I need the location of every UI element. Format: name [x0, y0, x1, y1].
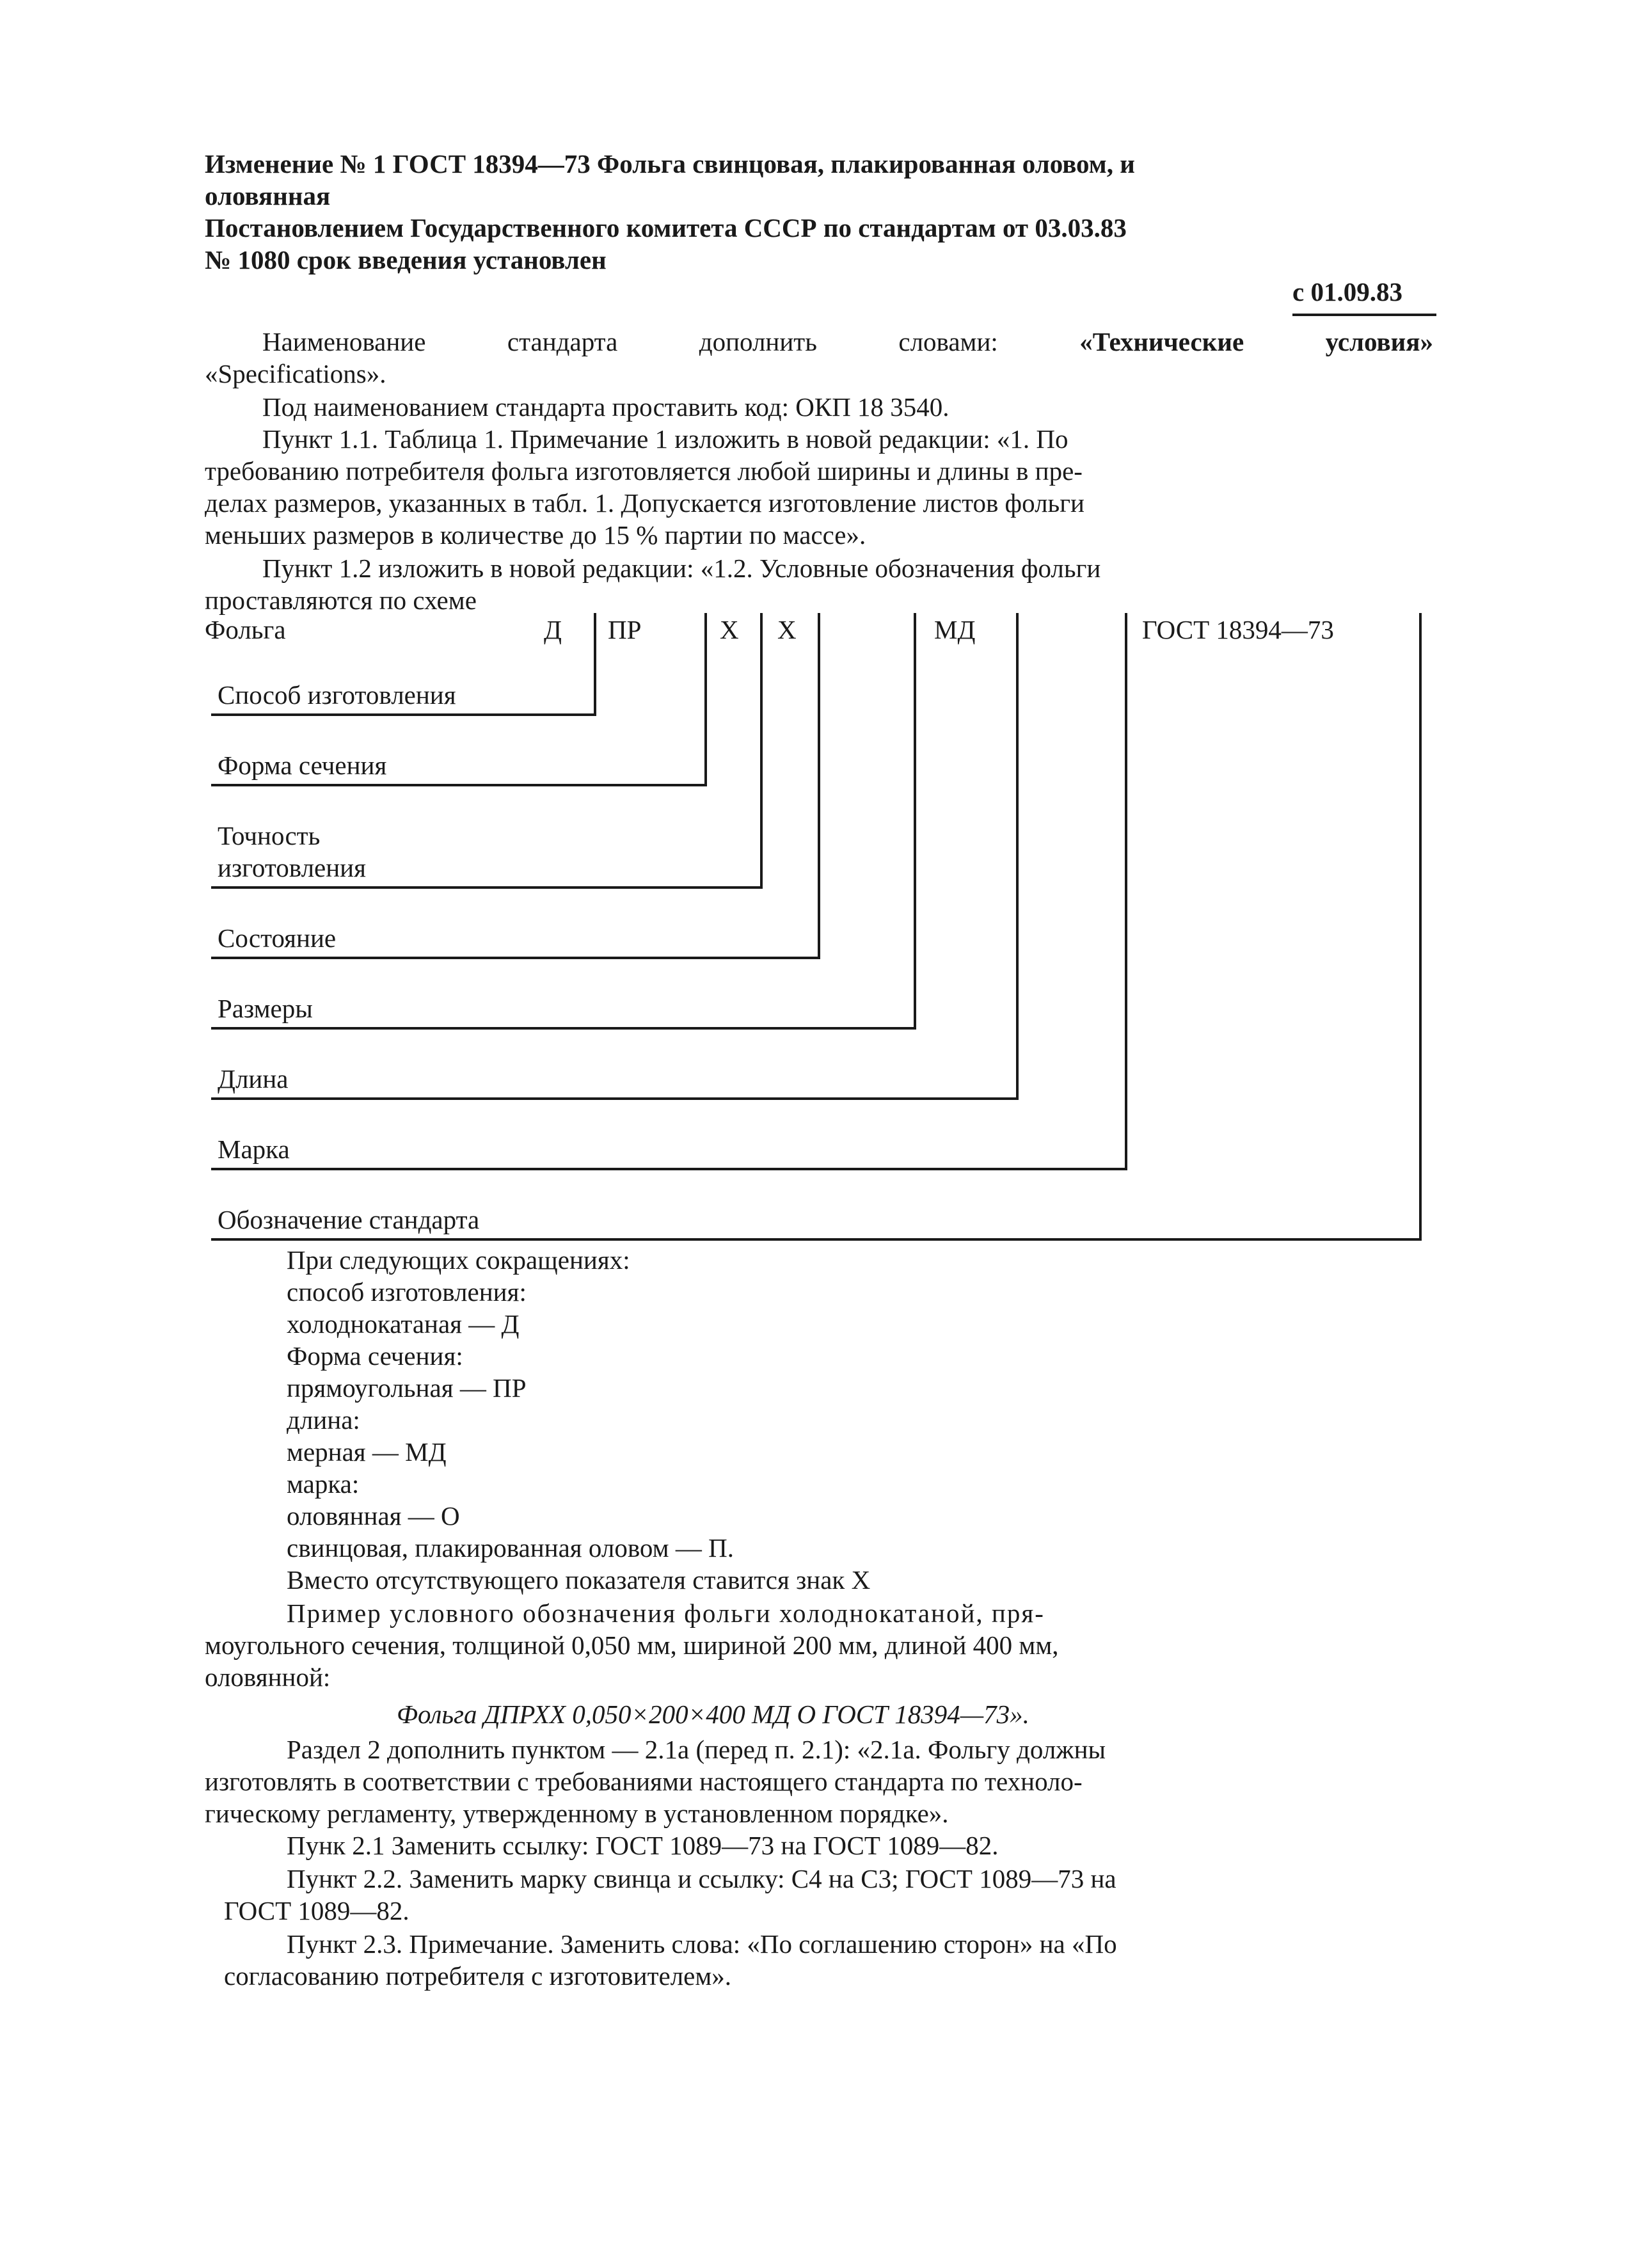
leader-accuracy — [211, 886, 763, 889]
clause-2-1: Пунк 2.1 Заменить ссылку: ГОСТ 1089—73 на ГОСТ 1089—82. — [287, 1831, 999, 1860]
paragraph-1-line-2: «Specifications». — [205, 359, 386, 388]
label-method: Способ изготовления — [218, 680, 456, 710]
paragraph-4-line-1: Пункт 1.2 изложить в новой редакции: «1.2. Условные обозначения фольги — [262, 553, 1101, 583]
abbrev-line: оловянная — О — [287, 1501, 460, 1531]
code-d: Д — [544, 615, 562, 644]
date-underline — [1292, 314, 1436, 316]
section2-line-1: Раздел 2 дополнить пунктом — 2.1а (перед п. 2.1): «2.1а. Фольгу должны — [287, 1735, 1106, 1764]
leader-section — [211, 784, 707, 786]
p1-word: дополнить — [699, 327, 817, 356]
paragraph-3-line-3: делах размеров, указанных в табл. 1. Допускается изготовление листов фольги — [205, 488, 1085, 518]
code-pr: ПР — [608, 615, 642, 644]
example-line-1: Пример условного обозначения фольги холоднокатаной, пря- — [287, 1598, 1045, 1628]
code-md: МД — [934, 615, 976, 644]
leader-sizes — [211, 1027, 916, 1030]
p1-word: словами: — [898, 327, 998, 356]
leader-standard — [211, 1238, 1422, 1241]
abbrev-line: Вместо отсутствующего показателя ставится знак Х — [287, 1565, 871, 1595]
example-line-2: моугольного сечения, толщиной 0,050 мм, шириной 200 мм, длиной 400 мм, — [205, 1630, 1059, 1660]
label-sizes: Размеры — [218, 994, 313, 1023]
connector-method — [594, 613, 596, 716]
scheme-foil-word: Фольга — [205, 615, 286, 644]
connector-section — [704, 613, 707, 786]
connector-standard — [1419, 613, 1422, 1241]
connector-accuracy — [760, 613, 763, 889]
clause-2-3-line-1: Пункт 2.3. Примечание. Заменить слова: «По соглашению сторон» на «По — [287, 1929, 1117, 1959]
label-accuracy-1: Точность — [218, 821, 321, 850]
code-x2: Х — [777, 615, 797, 644]
label-state: Состояние — [218, 923, 337, 953]
p1-word: «Технические — [1079, 327, 1244, 356]
leader-grade — [211, 1168, 1127, 1170]
section2-line-3: гическому регламенту, утвержденному в установленном порядке». — [205, 1799, 949, 1828]
leader-length — [211, 1097, 1019, 1100]
clause-2-3-line-2: согласованию потребителя с изготовителем». — [224, 1961, 732, 1991]
abbrev-line: мерная — МД — [287, 1437, 447, 1467]
header-line-1: Изменение № 1 ГОСТ 18394—73 Фольга свинцовая, плакированная оловом, и — [205, 149, 1135, 179]
section2-line-2: изготовлять в соответствии с требованиями настоящего стандарта по техноло- — [205, 1767, 1083, 1796]
header-line-3: Постановлением Государственного комитета СССР по стандартам от 03.03.83 — [205, 213, 1127, 243]
example-line-3: оловянной: — [205, 1662, 331, 1692]
p1-word: стандарта — [507, 327, 618, 356]
connector-grade — [1125, 613, 1127, 1170]
abbrev-line: свинцовая, плакированная оловом — П. — [287, 1533, 734, 1563]
abbrev-line: марка: — [287, 1469, 360, 1499]
example-formula: Фольга ДПРХХ 0,050×200×400 МД О ГОСТ 18394—73». — [397, 1700, 1029, 1729]
paragraph-3-line-1: Пункт 1.1. Таблица 1. Примечание 1 изложить в новой редакции: «1. По — [262, 424, 1068, 454]
p1-word: Наименование — [262, 327, 426, 356]
connector-state — [818, 613, 820, 959]
code-x1: Х — [720, 615, 739, 644]
paragraph-2: Под наименованием стандарта проставить код: ОКП 18 3540. — [262, 392, 949, 422]
abbrev-line: При следующих сокращениях: — [287, 1245, 630, 1275]
header-line-4: № 1080 срок введения установлен — [205, 245, 607, 275]
header-line-2: оловянная — [205, 181, 331, 211]
abbrev-line: прямоугольная — ПР — [287, 1373, 527, 1403]
label-grade: Марка — [218, 1134, 290, 1164]
abbrev-line: способ изготовления: — [287, 1277, 527, 1307]
paragraph-3-line-4: меньших размеров в количестве до 15 % партии по массе». — [205, 520, 866, 550]
p1-word: условия» — [1325, 327, 1433, 356]
abbrev-line: длина: — [287, 1405, 360, 1435]
abbrev-line: Форма сечения: — [287, 1341, 463, 1371]
paragraph-4-line-2: проставляются по схеме — [205, 585, 477, 615]
leader-state — [211, 957, 820, 959]
code-gost: ГОСТ 18394—73 — [1142, 615, 1334, 644]
clause-2-2-line-1: Пункт 2.2. Заменить марку свинца и ссылку: С4 на С3; ГОСТ 1089—73 на — [287, 1864, 1116, 1893]
clause-2-2-line-2: ГОСТ 1089—82. — [224, 1896, 409, 1925]
connector-sizes — [914, 613, 916, 1030]
label-accuracy-2: изготовления — [218, 853, 366, 882]
label-standard: Обозначение стандарта — [218, 1205, 480, 1234]
label-section: Форма сечения — [218, 751, 387, 780]
connector-length — [1016, 613, 1019, 1100]
abbrev-line: холоднокатаная — Д — [287, 1309, 520, 1339]
paragraph-3-line-2: требованию потребителя фольга изготовляется любой ширины и длины в пре- — [205, 456, 1083, 486]
effective-date: с 01.09.83 — [1292, 277, 1402, 307]
label-length: Длина — [218, 1064, 289, 1094]
leader-method — [211, 713, 596, 716]
paragraph-1-line-1 — [262, 326, 1433, 357]
